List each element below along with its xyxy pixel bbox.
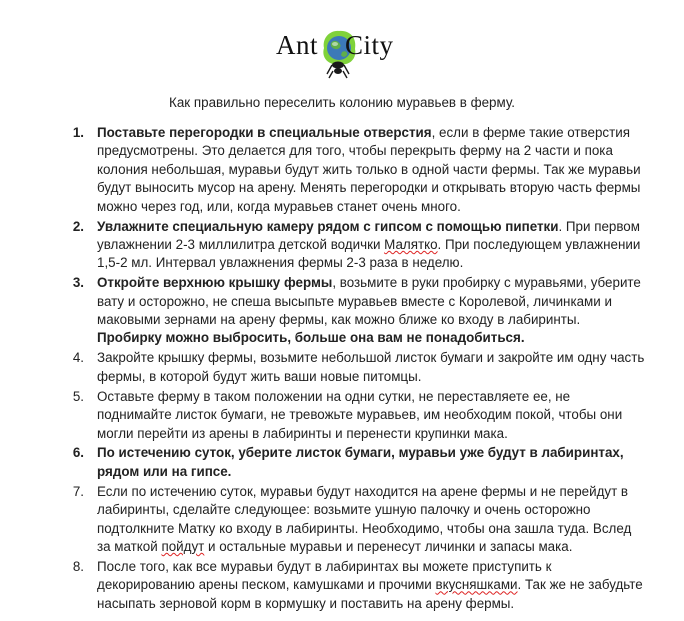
item-text: , если в ферме такие отверстия предусмотрены. Это делается для того, чтобы перекрыть ферму на 2 части и пока колония небольшая, муравьи будут жить только в одной части фермы. Так же муравьи будут выносить мусор на арену. Менять перегородки и открывать вторую часть фермы можно через год, или, когда муравьев станет очень много.: [97, 125, 641, 214]
bold-lead: Поставьте перегородки в специальные отверстия: [97, 125, 432, 140]
list-item: [72, 349, 645, 386]
page-title: Как правильно переселить колонию муравьев в ферму.: [169, 95, 515, 110]
bold-tail: Пробирку можно выбросить, больше она вам не понадобиться.: [97, 330, 525, 346]
item-text: После того, как все муравьи будут в лабиринтах вы можете приступить к декорированию арены песком, камушками и прочими: [97, 558, 552, 593]
item-text: , возьмите в руки пробирку с муравьями, уберите вату и осторожно, не спеша высыпьте муравьев вместе с Королевой, личинками и маковыми зернами на арену фермы, как можно ближе ко входу в лабиринты.: [97, 275, 641, 328]
item-text: . При первом увлажнении 2-3 миллилитра детской водички: [97, 218, 640, 252]
list-item: [72, 218, 645, 273]
list-number: 2.: [72, 218, 84, 234]
item-text: Если по истечению суток, муравьи будут находится на арене фермы и не перейдут в лабиринты, сделайте следующее: возьмите ушную палочку и очень осторожно подтолкните Матку ко входу в лабиринты. Необходимо, чтобы она зашла туда. Вслед за маткой: [97, 483, 632, 554]
list-item: [72, 124, 645, 216]
item-text: . При последующем увлажнении 1,5-2 мл. Интервал увлажнения фермы 2-3 раза в неделю.: [97, 236, 641, 271]
list-number: 4.: [72, 350, 84, 366]
list-number: 7.: [72, 483, 84, 499]
logo-text-ant: Ant: [276, 30, 318, 60]
item-text: Оставьте ферму в таком положении на одни сутки, не переставляете ее, не поднимайте листок бумаги, не тревожьте муравьев, им необходим покой, чтобы они могли перейти из арены в лабиринты и перенести крупинки мака.: [97, 388, 623, 441]
instruction-list: [72, 124, 645, 615]
list-item: [72, 388, 645, 443]
item-text: . Так же не забудьте насыпать зерновой корм в кормушку и поставить на арену фермы.: [97, 577, 643, 611]
list-number: 8.: [72, 558, 84, 574]
list-item: [72, 444, 645, 481]
spellcheck-word: вкусняшками: [435, 577, 518, 593]
logo-text-city: City: [345, 30, 394, 60]
bold-lead: Откройте верхнюю крышку фермы: [97, 275, 333, 291]
list-number: 1.: [72, 125, 84, 140]
spellcheck-word: Малятко: [384, 236, 438, 252]
list-number: 5.: [72, 388, 84, 404]
list-item: [72, 483, 645, 557]
bold-text: По истечению суток, уберите листок бумаги, муравьи уже будут в лабиринтах, рядом или на гипсе.: [97, 445, 624, 479]
list-item: [72, 558, 645, 613]
bold-lead: Увлажните специальную камеру рядом с гипсом с помощью пипетки: [97, 218, 559, 234]
spellcheck-word: пойдут: [161, 538, 205, 554]
list-number: 3.: [72, 275, 84, 291]
list-item: [72, 274, 645, 348]
item-text: и остальные муравьи и перенесут личинки и запасы мака.: [204, 538, 573, 554]
ant-city-logo: [270, 22, 420, 84]
list-number: 6.: [72, 445, 84, 461]
item-text: Закройте крышку фермы, возьмите небольшой листок бумаги и закройте им одну часть фермы, в которой будут жить ваши новые питомцы.: [97, 350, 645, 384]
